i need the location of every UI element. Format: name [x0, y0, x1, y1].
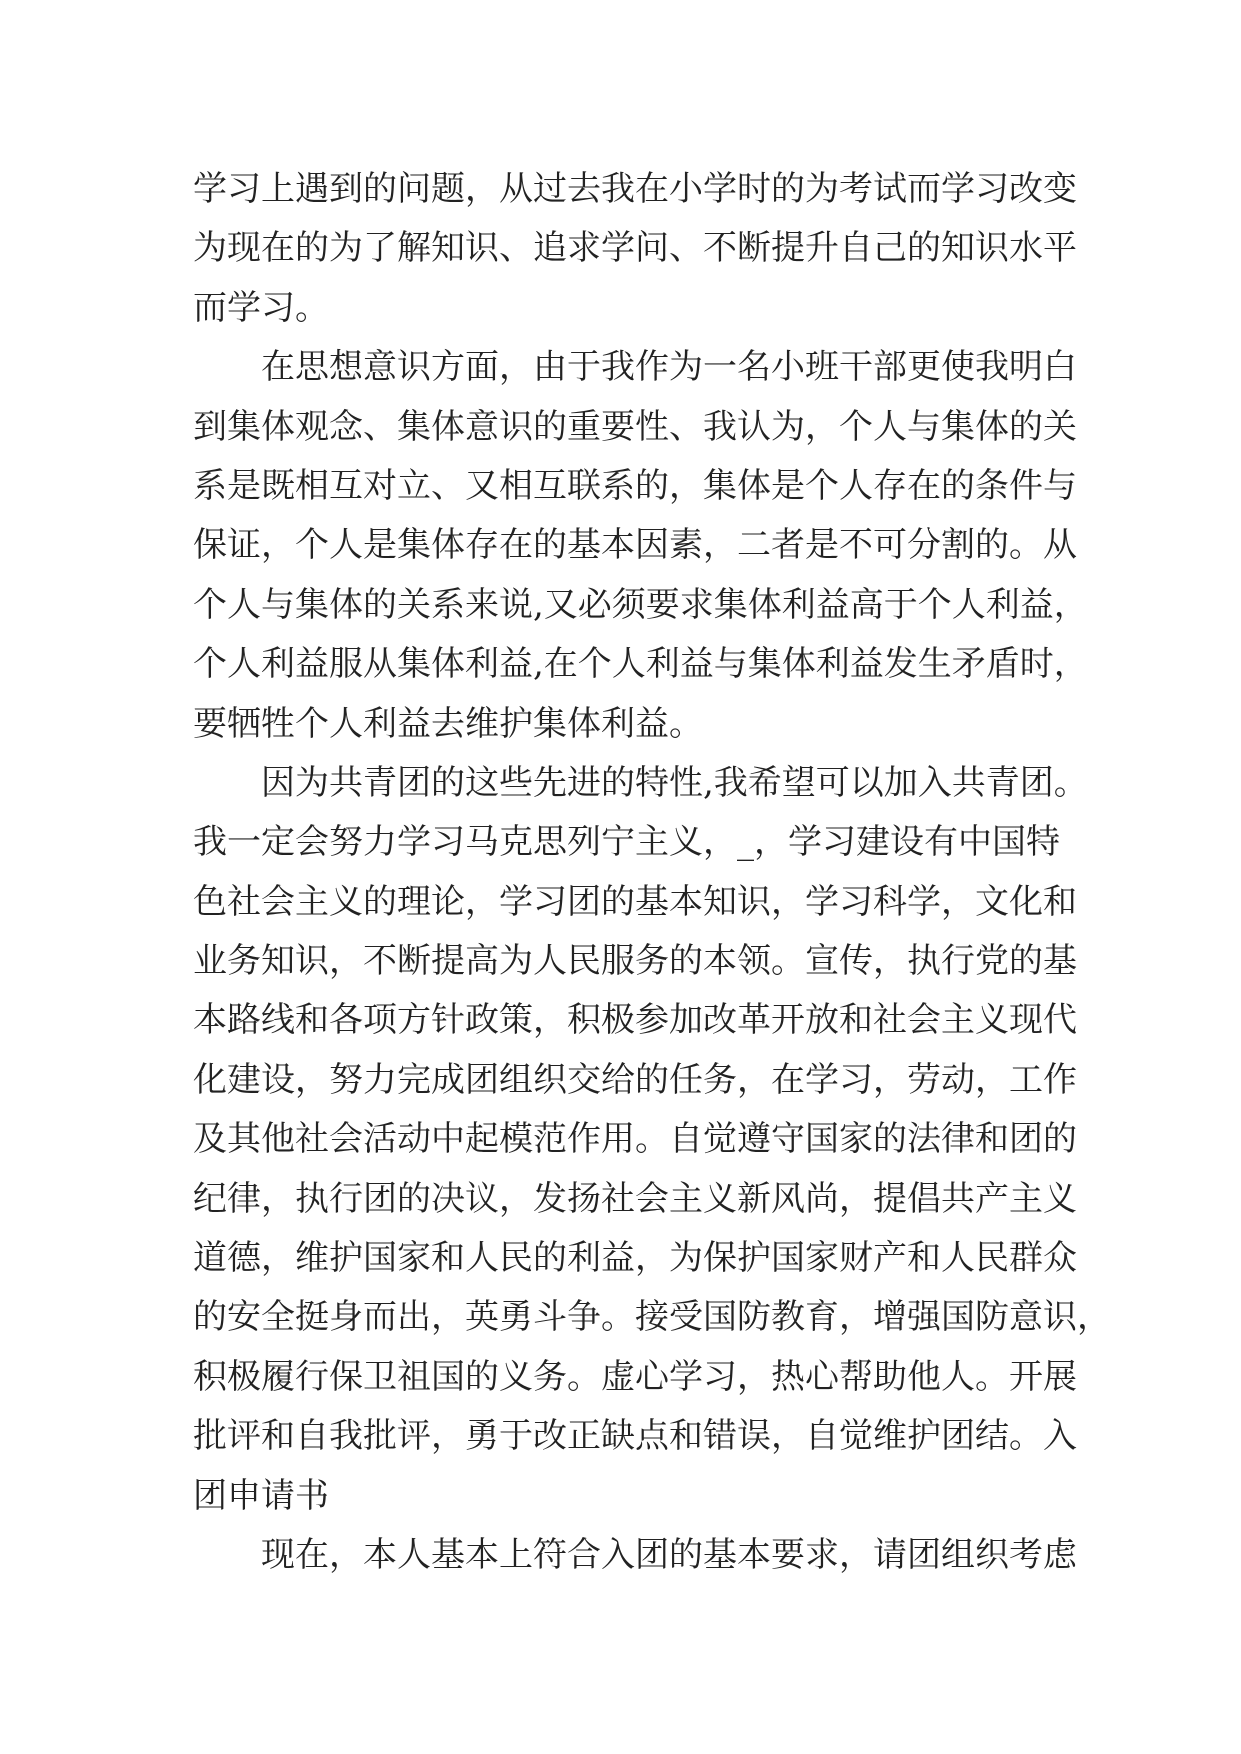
paragraph-2-line-3: 系是既相互对立、又相互联系的，集体是个人存在的条件与 [193, 465, 1077, 506]
paragraph-3-line-6: 化建设，努力完成团组织交给的任务，在学习，劳动，工作 [193, 1059, 1077, 1100]
paragraph-3-line-2: 我一定会努力学习马克思列宁主义，_，学习建设有中国特 [193, 822, 1060, 863]
document-body [193, 160, 1111, 1585]
paragraph-3-line-8: 纪律，执行团的决议，发扬社会主义新风尚，提倡共产主义 [193, 1178, 1077, 1219]
paragraph-3-line-5: 本路线和各项方针政策，积极参加改革开放和社会主义现代 [193, 1000, 1077, 1041]
paragraph-3-line-4: 业务知识，不断提高为人民服务的本领。宣传，执行党的基 [193, 941, 1077, 982]
paragraph-3-line-7: 及其他社会活动中起模范作用。自觉遵守国家的法律和团的 [193, 1119, 1077, 1160]
paragraph-3-line-9: 道德，维护国家和人民的利益，为保护国家财产和人民群众 [193, 1238, 1077, 1279]
paragraph-2-line-6: 个人利益服从集体利益,在个人利益与集体利益发生矛盾时， [193, 644, 1088, 685]
paragraph-1-line-2: 为现在的为了解知识、追求学问、不断提升自己的知识水平 [193, 228, 1077, 269]
paragraph-2-line-5: 个人与集体的关系来说,又必须要求集体利益高于个人利益， [193, 584, 1088, 625]
paragraph-3-line-3: 色社会主义的理论，学习团的基本知识，学习科学，文化和 [193, 881, 1077, 922]
paragraph-2-line-4: 保证，个人是集体存在的基本因素，二者是不可分割的。从 [193, 525, 1077, 566]
paragraph-4-line-1: 现在，本人基本上符合入团的基本要求，请团组织考虑 [261, 1534, 1077, 1575]
paragraph-2-line-7: 要牺牲个人利益去维护集体利益。 [193, 703, 703, 744]
paragraph-2-line-1: 在思想意识方面，由于我作为一名小班干部更使我明白 [261, 347, 1077, 388]
paragraph-3-line-11: 积极履行保卫祖国的义务。虚心学习，热心帮助他人。开展 [193, 1356, 1077, 1397]
paragraph-3-line-12: 批评和自我批评，勇于改正缺点和错误，自觉维护团结。入 [193, 1416, 1077, 1457]
paragraph-3-line-10: 的安全挺身而出，英勇斗争。接受国防教育，增强国防意识， [193, 1297, 1111, 1338]
paragraph-3-line-1: 因为共青团的这些先进的特性,我希望可以加入共青团。 [261, 762, 1088, 803]
paragraph-3-line-13: 团申请书 [193, 1475, 329, 1516]
paragraph-1-line-1: 学习上遇到的问题，从过去我在小学时的为考试而学习改变 [193, 169, 1077, 209]
paragraph-2-line-2: 到集体观念、集体意识的重要性、我认为，个人与集体的关 [193, 406, 1077, 447]
paragraph-1-line-3: 而学习。 [193, 287, 329, 328]
